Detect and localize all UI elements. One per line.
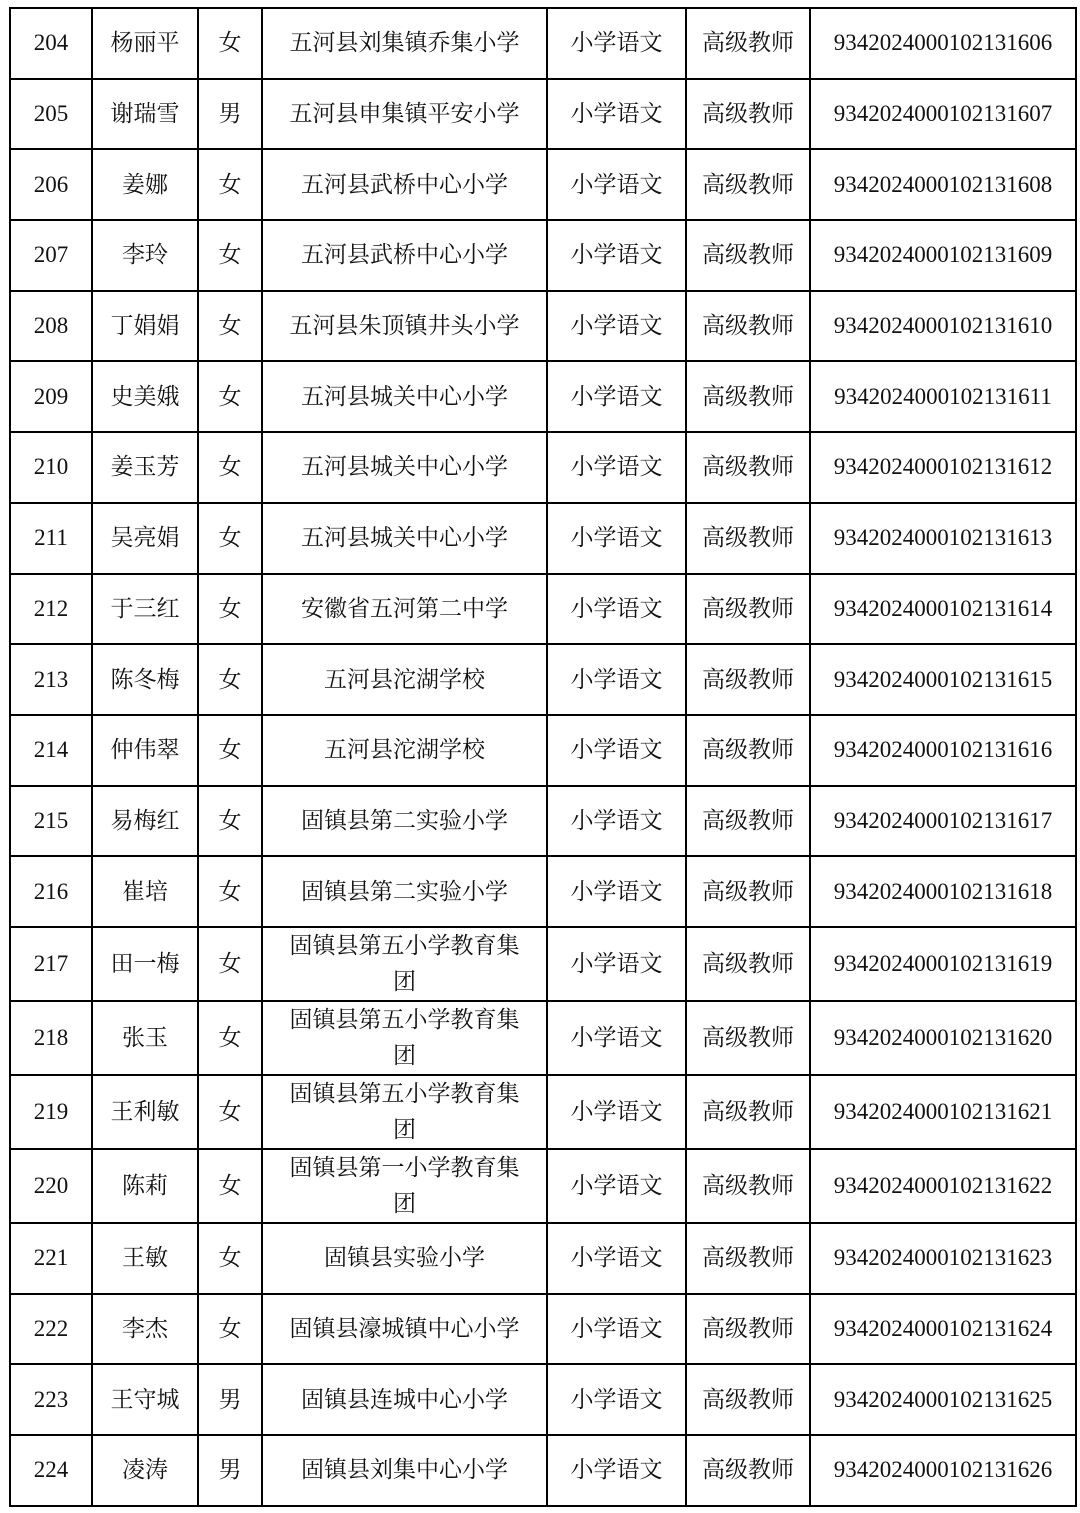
certificate-number-cell: 9342024000102131622: [810, 1149, 1076, 1223]
subject-cell: 小学语文: [547, 361, 686, 432]
school-unit-cell: [262, 644, 547, 715]
teacher-name-cell: 田一梅: [92, 927, 198, 1001]
professional-title-cell: 高级教师: [686, 574, 810, 645]
subject-cell: 小学语文: [547, 644, 686, 715]
teacher-name-cell: 崔培: [92, 856, 198, 927]
school-unit-text: 固镇县第五小学教育集团: [289, 1006, 520, 1069]
teacher-name-cell: 陈冬梅: [92, 644, 198, 715]
gender-cell: 女: [198, 1075, 262, 1149]
subject-cell: 小学语文: [547, 8, 686, 79]
professional-title-cell: 高级教师: [686, 715, 810, 786]
gender-cell: 女: [198, 503, 262, 574]
table-row: [10, 1294, 1076, 1365]
row-number-cell: 224: [10, 1435, 92, 1506]
teacher-name-cell: 凌涛: [92, 1435, 198, 1506]
table-row: [10, 503, 1076, 574]
teacher-name-cell: 姜玉芳: [92, 432, 198, 503]
certificate-number-cell: 9342024000102131616: [810, 715, 1076, 786]
professional-title-cell: 高级教师: [686, 1294, 810, 1365]
teacher-name-cell: 谢瑞雪: [92, 79, 198, 150]
school-unit-cell: [262, 786, 547, 857]
row-number-cell: 214: [10, 715, 92, 786]
teacher-name-cell: 姜娜: [92, 149, 198, 220]
row-number-cell: 205: [10, 79, 92, 150]
subject-cell: 小学语文: [547, 1075, 686, 1149]
school-unit-cell: [262, 1075, 547, 1149]
school-unit-cell: [262, 1294, 547, 1365]
row-number-cell: 207: [10, 220, 92, 291]
teacher-name-cell: 李杰: [92, 1294, 198, 1365]
row-number-cell: 219: [10, 1075, 92, 1149]
gender-cell: 女: [198, 786, 262, 857]
table-row: [10, 1364, 1076, 1435]
teacher-name-cell: 王守城: [92, 1364, 198, 1435]
certificate-number-cell: 9342024000102131608: [810, 149, 1076, 220]
school-unit-text: 固镇县第五小学教育集团: [289, 1080, 520, 1143]
teacher-name-cell: 王敏: [92, 1223, 198, 1294]
gender-cell: 女: [198, 432, 262, 503]
certificate-number-cell: 9342024000102131615: [810, 644, 1076, 715]
subject-cell: 小学语文: [547, 149, 686, 220]
certificate-number-cell: 9342024000102131614: [810, 574, 1076, 645]
certificate-number-cell: 9342024000102131607: [810, 79, 1076, 150]
gender-cell: 女: [198, 644, 262, 715]
school-unit-cell: [262, 1223, 547, 1294]
table-row: [10, 291, 1076, 362]
gender-cell: 女: [198, 715, 262, 786]
school-unit-cell: [262, 361, 547, 432]
subject-cell: 小学语文: [547, 856, 686, 927]
school-unit-cell: [262, 220, 547, 291]
school-unit-cell: [262, 1364, 547, 1435]
subject-cell: 小学语文: [547, 786, 686, 857]
gender-cell: 女: [198, 220, 262, 291]
professional-title-cell: 高级教师: [686, 1075, 810, 1149]
table-row: [10, 79, 1076, 150]
professional-title-cell: 高级教师: [686, 79, 810, 150]
subject-cell: 小学语文: [547, 927, 686, 1001]
table-row: [10, 715, 1076, 786]
row-number-cell: 204: [10, 8, 92, 79]
gender-cell: 女: [198, 361, 262, 432]
row-number-cell: 215: [10, 786, 92, 857]
teacher-name-cell: 张玉: [92, 1001, 198, 1075]
school-unit-text: 固镇县第二实验小学: [301, 878, 508, 905]
professional-title-cell: 高级教师: [686, 291, 810, 362]
certificate-number-cell: 9342024000102131618: [810, 856, 1076, 927]
gender-cell: 女: [198, 927, 262, 1001]
certificate-number-cell: 9342024000102131612: [810, 432, 1076, 503]
professional-title-cell: 高级教师: [686, 361, 810, 432]
teacher-name-cell: 丁娟娟: [92, 291, 198, 362]
school-unit-text: 五河县朱顶镇井头小学: [289, 313, 520, 340]
table-row: [10, 1149, 1076, 1223]
certificate-number-cell: 9342024000102131621: [810, 1075, 1076, 1149]
school-unit-text: 固镇县第二实验小学: [301, 807, 508, 834]
school-unit-cell: [262, 8, 547, 79]
row-number-cell: 213: [10, 644, 92, 715]
certificate-number-cell: 9342024000102131623: [810, 1223, 1076, 1294]
professional-title-cell: 高级教师: [686, 1223, 810, 1294]
subject-cell: 小学语文: [547, 432, 686, 503]
school-unit-cell: [262, 149, 547, 220]
school-unit-cell: [262, 715, 547, 786]
table-row: [10, 644, 1076, 715]
certificate-number-cell: 9342024000102131610: [810, 291, 1076, 362]
school-unit-cell: [262, 432, 547, 503]
professional-title-cell: 高级教师: [686, 503, 810, 574]
row-number-cell: 220: [10, 1149, 92, 1223]
certificate-number-cell: 9342024000102131625: [810, 1364, 1076, 1435]
table-row: [10, 856, 1076, 927]
gender-cell: 女: [198, 8, 262, 79]
school-unit-text: 固镇县第一小学教育集团: [289, 1154, 520, 1217]
school-unit-text: 安徽省五河第二中学: [301, 595, 508, 622]
school-unit-text: 固镇县刘集中心小学: [301, 1457, 508, 1484]
row-number-cell: 208: [10, 291, 92, 362]
subject-cell: 小学语文: [547, 574, 686, 645]
subject-cell: 小学语文: [547, 220, 686, 291]
subject-cell: 小学语文: [547, 1294, 686, 1365]
teacher-name-cell: 易梅红: [92, 786, 198, 857]
table-row: [10, 432, 1076, 503]
professional-title-cell: 高级教师: [686, 149, 810, 220]
table-row: [10, 149, 1076, 220]
professional-title-cell: 高级教师: [686, 644, 810, 715]
subject-cell: 小学语文: [547, 1001, 686, 1075]
certificate-number-cell: 9342024000102131611: [810, 361, 1076, 432]
row-number-cell: 209: [10, 361, 92, 432]
professional-title-cell: 高级教师: [686, 927, 810, 1001]
subject-cell: 小学语文: [547, 1149, 686, 1223]
table-row: [10, 1001, 1076, 1075]
table-row: [10, 1223, 1076, 1294]
certificate-number-cell: 9342024000102131619: [810, 927, 1076, 1001]
table-row: [10, 1435, 1076, 1506]
row-number-cell: 221: [10, 1223, 92, 1294]
school-unit-text: 五河县城关中心小学: [301, 525, 508, 552]
subject-cell: 小学语文: [547, 1364, 686, 1435]
school-unit-text: 固镇县濠城镇中心小学: [289, 1315, 520, 1342]
row-number-cell: 206: [10, 149, 92, 220]
school-unit-text: 五河县武桥中心小学: [301, 242, 508, 269]
school-unit-text: 五河县城关中心小学: [301, 454, 508, 481]
table-row: [10, 361, 1076, 432]
certificate-number-cell: 9342024000102131609: [810, 220, 1076, 291]
school-unit-cell: [262, 1435, 547, 1506]
teacher-name-cell: 于三红: [92, 574, 198, 645]
professional-title-cell: 高级教师: [686, 220, 810, 291]
table-row: [10, 786, 1076, 857]
table-row: [10, 927, 1076, 1001]
professional-title-cell: 高级教师: [686, 1435, 810, 1506]
row-number-cell: 223: [10, 1364, 92, 1435]
table-row: [10, 574, 1076, 645]
teacher-name-cell: 吴亮娟: [92, 503, 198, 574]
school-unit-cell: [262, 856, 547, 927]
school-unit-text: 五河县刘集镇乔集小学: [289, 30, 520, 57]
teacher-name-cell: 王利敏: [92, 1075, 198, 1149]
certificate-number-cell: 9342024000102131626: [810, 1435, 1076, 1506]
teacher-name-cell: 杨丽平: [92, 8, 198, 79]
professional-title-cell: 高级教师: [686, 786, 810, 857]
roster-body: [10, 8, 1076, 1506]
row-number-cell: 222: [10, 1294, 92, 1365]
gender-cell: 女: [198, 574, 262, 645]
subject-cell: 小学语文: [547, 1223, 686, 1294]
gender-cell: 男: [198, 1364, 262, 1435]
teacher-roster-sheet: [9, 7, 1075, 1507]
row-number-cell: 216: [10, 856, 92, 927]
teacher-name-cell: 李玲: [92, 220, 198, 291]
teacher-name-cell: 仲伟翠: [92, 715, 198, 786]
teacher-name-cell: 陈莉: [92, 1149, 198, 1223]
row-number-cell: 218: [10, 1001, 92, 1075]
school-unit-cell: [262, 1001, 547, 1075]
professional-title-cell: 高级教师: [686, 1364, 810, 1435]
school-unit-text: 五河县沱湖学校: [324, 666, 485, 693]
gender-cell: 女: [198, 1149, 262, 1223]
certificate-number-cell: 9342024000102131624: [810, 1294, 1076, 1365]
certificate-number-cell: 9342024000102131620: [810, 1001, 1076, 1075]
school-unit-cell: [262, 574, 547, 645]
gender-cell: 女: [198, 856, 262, 927]
subject-cell: 小学语文: [547, 715, 686, 786]
gender-cell: 男: [198, 1435, 262, 1506]
school-unit-text: 五河县城关中心小学: [301, 383, 508, 410]
row-number-cell: 211: [10, 503, 92, 574]
certificate-number-cell: 9342024000102131617: [810, 786, 1076, 857]
school-unit-text: 五河县申集镇平安小学: [289, 101, 520, 128]
school-unit-text: 固镇县第五小学教育集团: [289, 932, 520, 995]
school-unit-cell: [262, 291, 547, 362]
school-unit-cell: [262, 927, 547, 1001]
teacher-name-cell: 史美娥: [92, 361, 198, 432]
table-row: [10, 8, 1076, 79]
gender-cell: 女: [198, 1223, 262, 1294]
gender-cell: 男: [198, 79, 262, 150]
subject-cell: 小学语文: [547, 1435, 686, 1506]
professional-title-cell: 高级教师: [686, 8, 810, 79]
table-row: [10, 220, 1076, 291]
gender-cell: 女: [198, 1001, 262, 1075]
school-unit-cell: [262, 503, 547, 574]
school-unit-text: 五河县沱湖学校: [324, 737, 485, 764]
certificate-number-cell: 9342024000102131606: [810, 8, 1076, 79]
gender-cell: 女: [198, 149, 262, 220]
gender-cell: 女: [198, 291, 262, 362]
subject-cell: 小学语文: [547, 503, 686, 574]
gender-cell: 女: [198, 1294, 262, 1365]
row-number-cell: 210: [10, 432, 92, 503]
school-unit-text: 固镇县实验小学: [324, 1245, 485, 1272]
subject-cell: 小学语文: [547, 79, 686, 150]
row-number-cell: 212: [10, 574, 92, 645]
school-unit-text: 五河县武桥中心小学: [301, 171, 508, 198]
professional-title-cell: 高级教师: [686, 856, 810, 927]
row-number-cell: 217: [10, 927, 92, 1001]
school-unit-cell: [262, 79, 547, 150]
school-unit-text: 固镇县连城中心小学: [301, 1386, 508, 1413]
professional-title-cell: 高级教师: [686, 1001, 810, 1075]
certificate-number-cell: 9342024000102131613: [810, 503, 1076, 574]
school-unit-cell: [262, 1149, 547, 1223]
subject-cell: 小学语文: [547, 291, 686, 362]
table-row: [10, 1075, 1076, 1149]
professional-title-cell: 高级教师: [686, 432, 810, 503]
teacher-roster-table: [9, 7, 1077, 1507]
professional-title-cell: 高级教师: [686, 1149, 810, 1223]
